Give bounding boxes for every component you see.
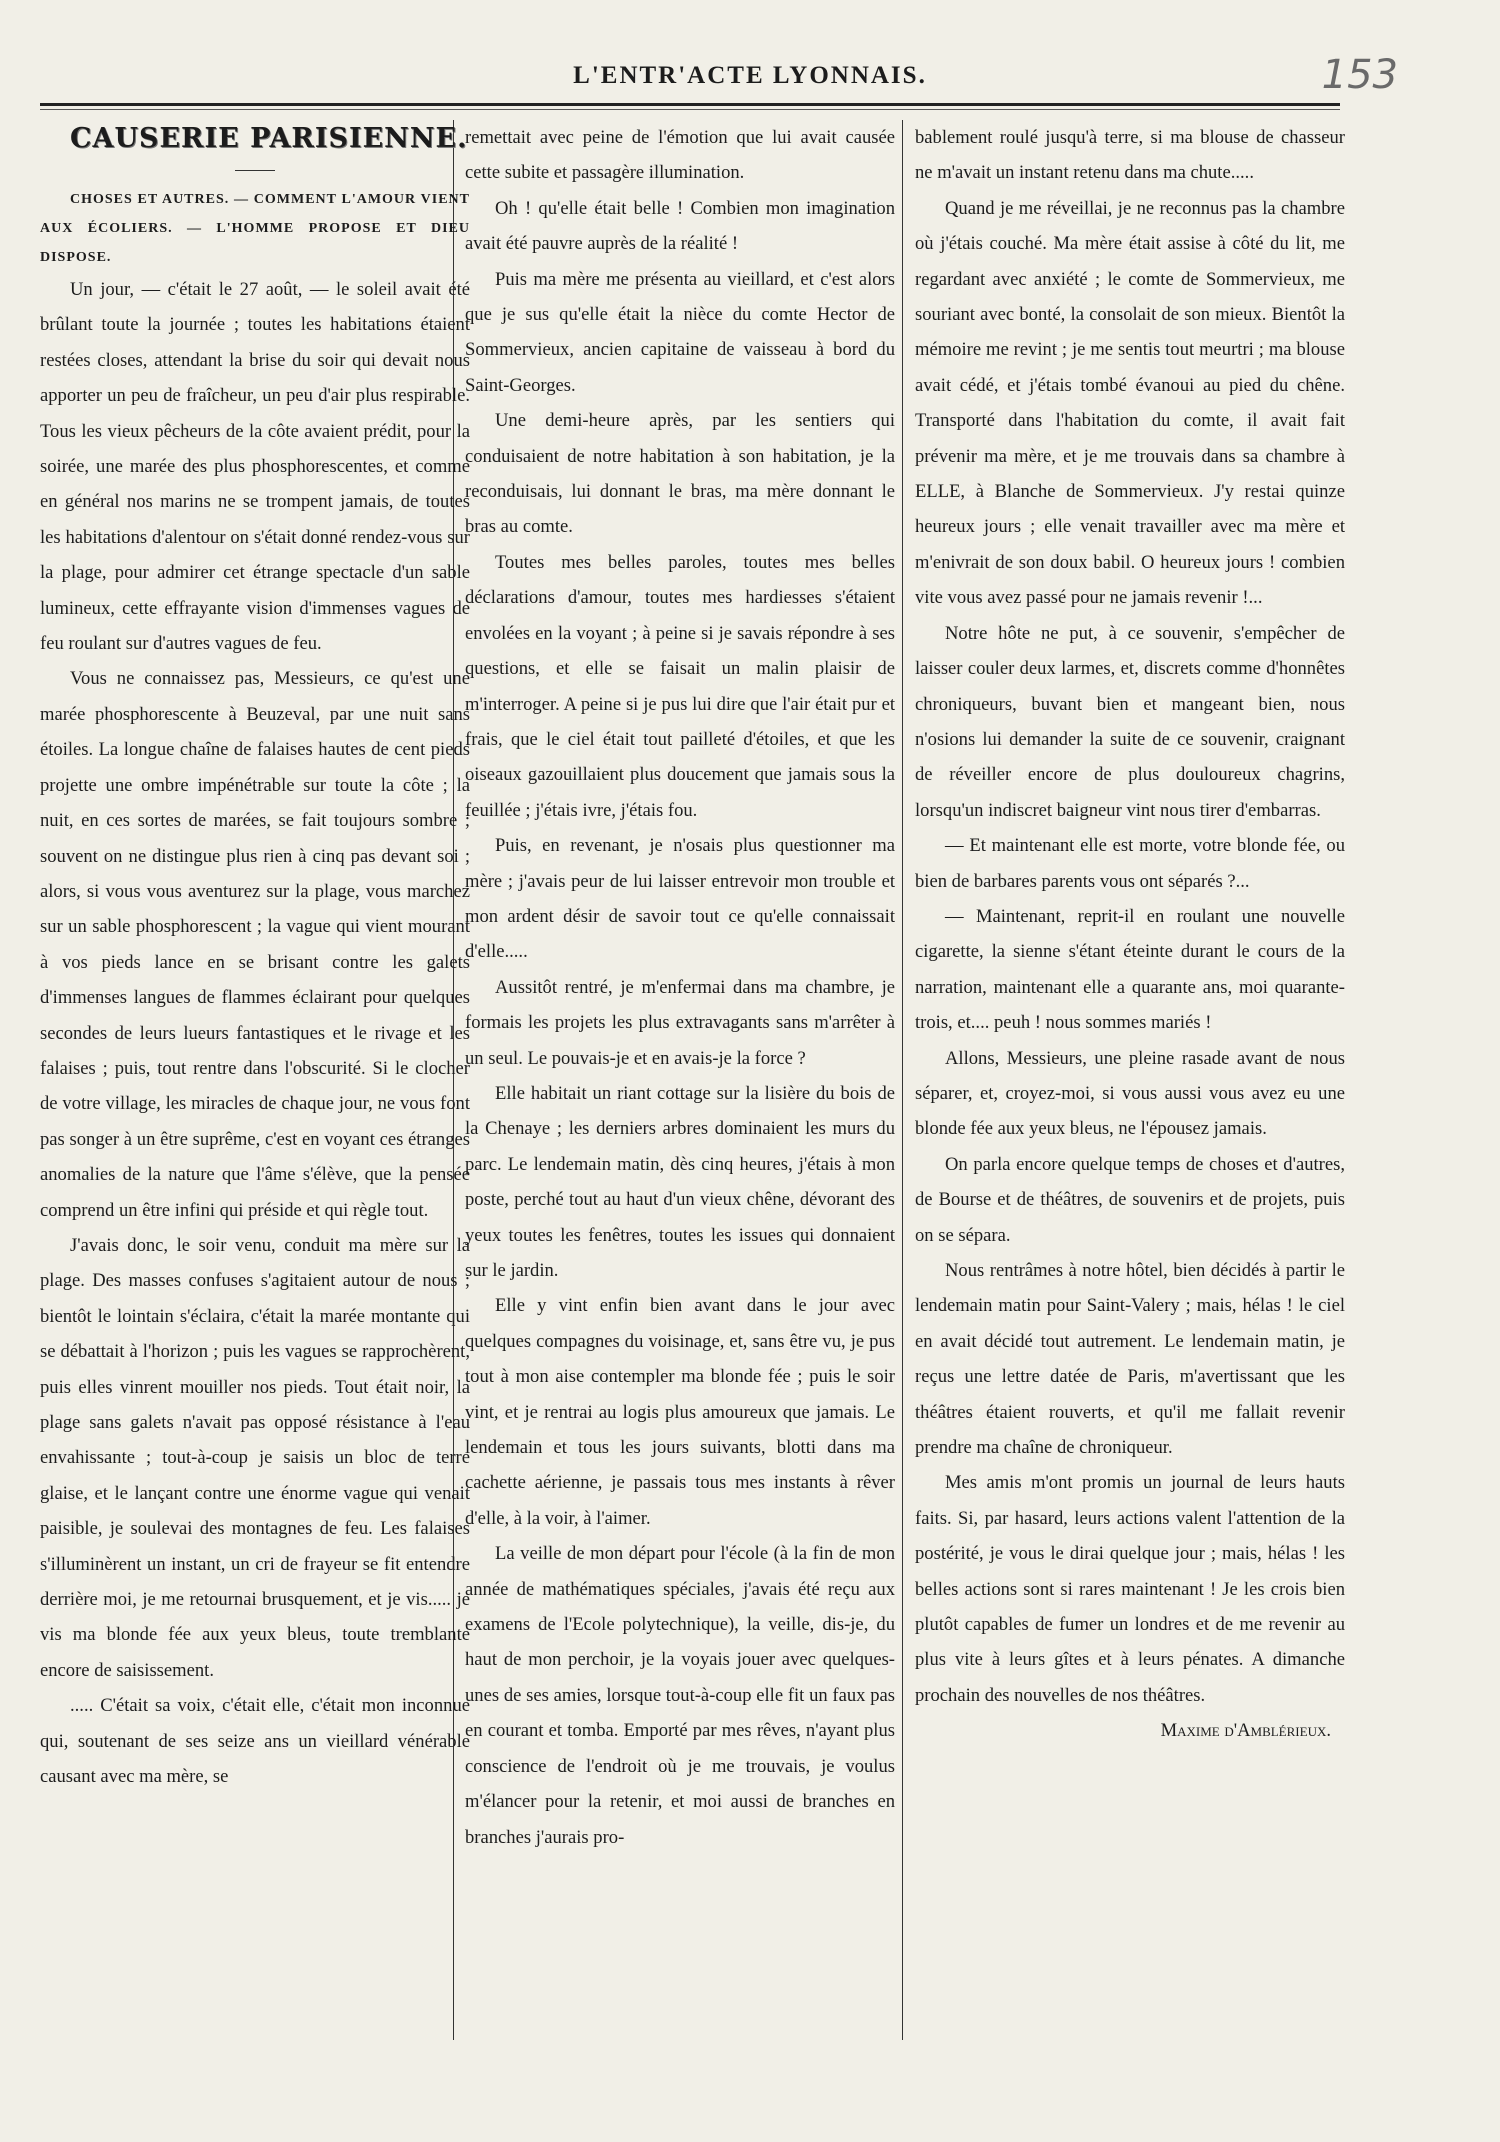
paragraph: Puis ma mère me présenta au vieillard, et c'est alors que je sus qu'elle était la nièce du comte Hector de Sommervieux, ancien capitaine de vaisseau à bord du Saint-Georges. xyxy=(465,268,895,396)
section-title: CAUSERIE PARISIENNE. xyxy=(70,123,468,154)
paragraph: J'avais donc, le soir venu, conduit ma mère sur la plage. Des masses confuses s'agitaient autour de nous ; bientôt le lointain s'éclaira, c'était la marée montante qui se débattait à l'horizon ; puis les vagues se rapprochèrent, puis elles vinrent mouiller nos pieds. Tout était noir, la plage sans galets n'avait pas opposé résistance à l'eau envahissante ; tout-à-coup je saisis un bloc de terre glaise, et le lançant contre une énorme vague qui venait paisible, je soulevai des montagnes de feu. Les falaises s'illuminèrent un instant, un cri de frayeur se fit entendre derrière moi, je me retournai brusquement, et je vis..... je vis ma blonde fée aux yeux bleus, toute tremblante encore de saisissement. xyxy=(40,1234,470,1681)
paragraph: ..... C'était sa voix, c'était elle, c'était mon inconnue qui, soutenant de ses seize ans un vieillard vénérable causant avec ma mère, se xyxy=(40,1695,470,1788)
column-1 xyxy=(40,118,470,1794)
paragraph: Notre hôte ne put, à ce souvenir, s'empêcher de laisser couler deux larmes, et, discrets comme d'honnêtes chroniqueurs, buvant bien et mangeant bien, nous n'osions lui demander la suite de ce souvenir, craignant de réveiller encore de plus douloureux chagrins, lorsqu'un indiscret baigneur vint nous tirer d'embarras. xyxy=(915,622,1345,821)
paragraph: bablement roulé jusqu'à terre, si ma blouse de chasseur ne m'avait un instant retenu dans ma chute..... xyxy=(915,127,1345,184)
paragraph: Oh ! qu'elle était belle ! Combien mon imagination avait été pauvre auprès de la réalité ! xyxy=(465,197,895,255)
column-3 xyxy=(915,120,1345,1749)
column-divider xyxy=(902,120,903,2040)
header-rule xyxy=(40,103,1340,106)
paragraph: Aussitôt rentré, je m'enfermai dans ma chambre, je formais les projets les plus extravagants sans m'arrêter à un seul. Le pouvais-je et en avais-je la force ? xyxy=(465,976,895,1069)
paragraph: remettait avec peine de l'émotion que lui avait causée cette subite et passagère illumination. xyxy=(465,127,895,184)
paragraph: Vous ne connaissez pas, Messieurs, ce qu'est une marée phosphorescente à Beuzeval, par une nuit sans étoiles. La longue chaîne de falaises hautes de cent pieds projette une ombre impénétrable sur toute la côte ; la nuit, en ces sortes de marées, se fait toujours sombre ; souvent on ne distingue plus rien à cinq pas devant soi ; alors, si vous vous aventurez sur la plage, vous marchez sur un sable phosphorescent ; la vague qui vient mourant à vos pieds lance en se brisant contre les galets d'immenses langues de flammes éclairant pour quelques secondes de leurs lueurs fantastiques et le rivage et les falaises ; puis, tout rentre dans l'obscurité. Si le clocher de votre village, les miracles de chaque jour, ne vous font pas songer à un être suprême, c'est en voyant ces étranges anomalies de la nature que l'âme s'élève, que la pensée comprend un être infini qui préside et qui règle tout. xyxy=(40,668,470,1221)
paragraph: Une demi-heure après, par les sentiers qui conduisaient de notre habitation à son habitation, je la reconduisais, lui donnant le bras, ma mère donnant le bras au comte. xyxy=(465,410,895,538)
title-rule xyxy=(235,170,275,171)
paragraph: Allons, Messieurs, une pleine rasade avant de nous séparer, et, croyez-moi, si vous aussi vous avez eu une blonde fée aux yeux bleus, ne l'épousez jamais. xyxy=(915,1047,1345,1140)
masthead-title: L'ENTR'ACTE LYONNAIS. xyxy=(573,62,927,89)
paragraph: La veille de mon départ pour l'école (à la fin de mon année de mathématiques spéciales, j'avais été reçu aux examens de l'Ecole polytechnique), la veille, dis-je, du haut de mon perchoir, je la voyais jouer avec quelques-unes de ses amies, lorsque tout-à-coup elle fit un faux pas en courant et tomba. Emporté par mes rêves, n'ayant plus conscience de l'endroit où je me trouvais, je voulus m'élancer pour la retenir, et moi aussi de branches en branches j'aurais pro- xyxy=(465,1543,895,1848)
header-rule-thin xyxy=(40,109,1340,110)
paragraph: Elle y vint enfin bien avant dans le jour avec quelques compagnes du voisinage, et, sans être vu, je pus tout à mon aise contempler ma blonde fée ; puis le soir vint, et je rentrai au logis plus amoureux que jamais. Le lendemain et tous les jours suivants, blotti dans ma cachette aérienne, je passais tous mes instants à rêver d'elle, à la voir, à l'aimer. xyxy=(465,1295,895,1529)
paragraph: Mes amis m'ont promis un journal de leurs hauts faits. Si, par hasard, leurs actions valent l'attention de la postérité, je vous le dirai quelque jour ; mais, hélas ! les belles actions sont si rares maintenant ! Je les crois bien plutôt capables de fumer un londres et de me revenir au plus vite à leurs gîtes et à leurs pénates. A dimanche prochain des nouvelles de nos théâtres. xyxy=(915,1472,1345,1706)
column-2 xyxy=(465,120,895,1855)
paragraph: — Maintenant, reprit-il en roulant une nouvelle cigarette, la sienne s'étant éteinte durant le cours de la narration, maintenant elle a quarante ans, moi quarante-trois, et.... peuh ! nous sommes mariés ! xyxy=(915,905,1345,1034)
page-number: 153 xyxy=(1321,52,1398,98)
paragraph: Puis, en revenant, je n'osais plus questionner ma mère ; j'avais peur de lui laisser entrevoir mon trouble et mon ardent désir de savoir tout ce qu'elle connaissait d'elle..... xyxy=(465,835,895,963)
author-signature: Maxime d'Amblérieux. xyxy=(1160,1720,1331,1742)
paragraph: — Et maintenant elle est morte, votre blonde fée, ou bien de barbares parents vous ont séparés ?... xyxy=(915,835,1345,892)
paragraph: Un jour, — c'était le 27 août, — le soleil avait été brûlant toute la journée ; toutes les habitations étaient restées closes, attendant la brise du soir qui devait nous apporter un peu de fraîcheur, un peu d'air plus respirable. Tous les vieux pêcheurs de la côte avaient prédit, pour la soirée, une marée des plus phosphorescentes, et comme en général nos marins ne se trompent jamais, de toutes les habitations d'alentour on s'était donné rendez-vous sur la plage, pour admirer cet étrange spectacle d'un sable lumineux, cette effrayante vision d'immenses vagues de feu roulant sur d'autres vagues de feu. xyxy=(40,279,470,655)
paragraph: Toutes mes belles paroles, toutes mes belles déclarations d'amour, toutes mes hardiesses s'étaient envolées en la voyant ; à peine si je savais répondre à ses questions, et elle se faisait un malin plaisir de m'interroger. A peine si je pus lui dire que l'air était pur et frais, que le ciel était tout pailleté d'étoiles, et que les oiseaux gazouillaient plus doucement que jamais sous la feuillée ; j'étais ivre, j'étais fou. xyxy=(465,551,895,821)
paragraph: Elle habitait un riant cottage sur la lisière du bois de la Chenaye ; les derniers arbres dominaient les murs du parc. Le lendemain matin, dès cinq heures, j'étais à mon poste, perché tout au haut d'un vieux chêne, dévorant des yeux toutes les fenêtres, toutes les issues qui donnaient sur le jardin. xyxy=(465,1082,895,1281)
paragraph: Nous rentrâmes à notre hôtel, bien décidés à partir le lendemain matin pour Saint-Valery ; mais, hélas ! le ciel en avait décidé tout autrement. Le lendemain matin, je reçus une lettre datée de Paris, m'avertissant que les théâtres étaient rouverts, et qu'il me fallait revenir prendre ma chaîne de chroniqueur. xyxy=(915,1260,1345,1459)
article-subtitle: CHOSES ET AUTRES. — COMMENT L'AMOUR VIENT AUX ÉCOLIERS. — L'HOMME PROPOSE ET DIEU DISPOSE. xyxy=(40,192,470,265)
paragraph: Quand je me réveillai, je ne reconnus pas la chambre où j'étais couché. Ma mère était assise à côté du lit, me regardant avec anxiété ; le comte de Sommervieux, me souriant avec bonté, la consolait de son mieux. Bientôt la mémoire me revint ; je me sentis tout meurtri ; ma blouse avait cédé, et j'étais tombé évanoui au pied du chêne. Transporté dans l'habitation du comte, il avait fait prévenir ma mère, et je me trouvais dans sa chambre à ELLE, à Blanche de Sommervieux. J'y restai quinze heureux jours ; elle venait travailler avec ma mère et m'enivrait de son doux babil. O heureux jours ! combien vite vous avez passé pour ne jamais revenir !... xyxy=(915,197,1345,609)
paragraph: On parla encore quelque temps de choses et d'autres, de Bourse et de théâtres, de souvenirs et de projets, puis on se sépara. xyxy=(915,1153,1345,1246)
